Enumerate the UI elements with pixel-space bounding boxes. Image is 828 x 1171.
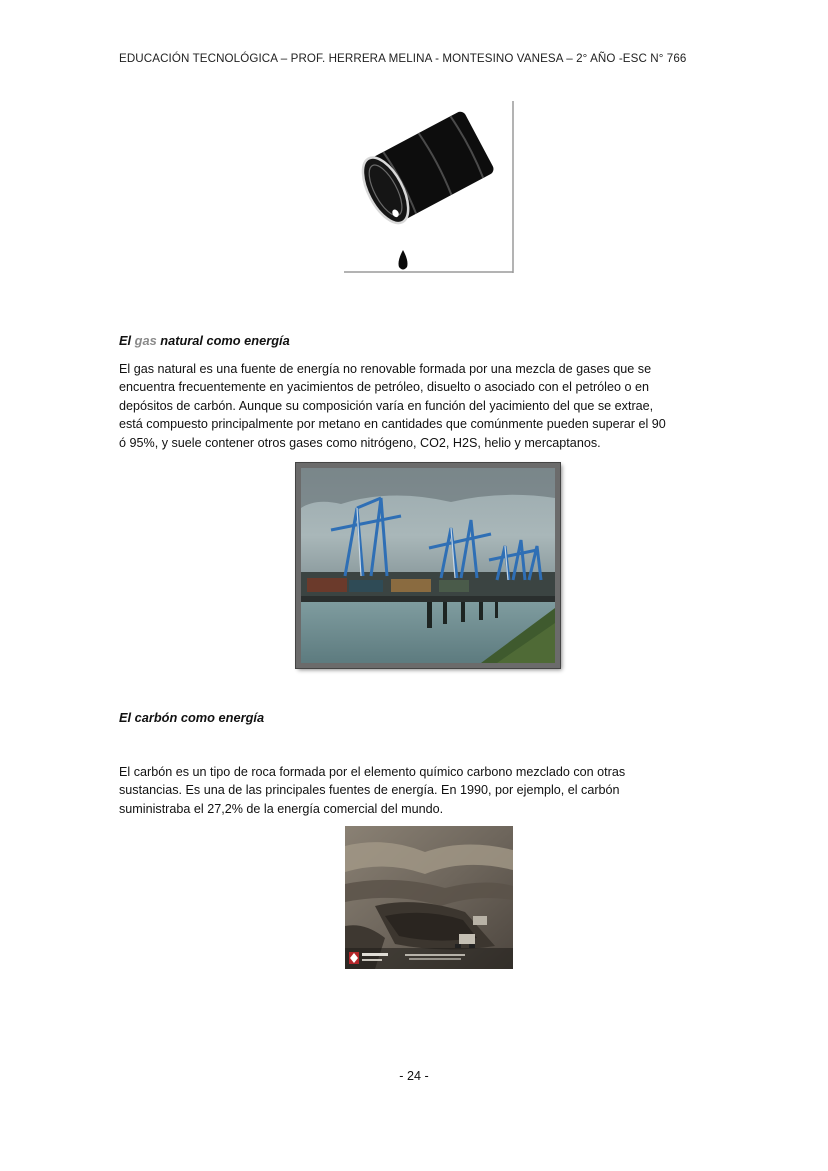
page-number: - 24 - xyxy=(399,1069,429,1083)
page-header: EDUCACIÓN TECNOLÓGICA – PROF. HERRERA MELINA - MONTESINO VANESA – 2° AÑO -ESC N° 766 xyxy=(119,52,687,65)
coal-section-title: El carbón como energía xyxy=(119,710,265,725)
gas-title-suffix: natural como energía xyxy=(156,333,290,348)
coal-paragraph-line: suministraba el 27,2% de la energía comercial del mundo. xyxy=(119,801,444,816)
coal-mine-photo xyxy=(345,826,513,969)
gas-paragraph-line: ó 95%, y suele contener otros gases como nitrógeno, CO2, H2S, helio y mercaptanos. xyxy=(119,435,601,450)
coal-paragraph-line: El carbón es un tipo de roca formada por el elemento químico carbono mezclado con otras xyxy=(119,765,626,779)
gas-title-highlight: gas xyxy=(134,333,157,348)
coal-paragraph-line: sustancias. Es una de las principales fuentes de energía. En 1990, por ejemplo, el carbón xyxy=(119,783,620,798)
gas-paragraph xyxy=(119,360,744,452)
gas-paragraph-line: encuentra frecuentemente en yacimientos de petróleo, disuelto o asociado con el petróleo o en xyxy=(119,380,649,395)
gas-paragraph-line: El gas natural es una fuente de energía no renovable formada por una mezcla de gases que se xyxy=(119,362,652,376)
gas-port-photo xyxy=(296,463,560,668)
gas-title-prefix: El xyxy=(119,333,135,348)
gas-paragraph-line: depósitos de carbón. Aunque su composición varía en función del yacimiento del que se extrae, xyxy=(119,398,654,413)
oil-barrel-image xyxy=(343,101,515,274)
coal-paragraph xyxy=(119,763,744,818)
gas-paragraph-line: está compuesto principalmente por metano en cantidades que comúnmente pueden superar el 90 xyxy=(119,417,666,432)
gas-section-title xyxy=(119,333,290,348)
